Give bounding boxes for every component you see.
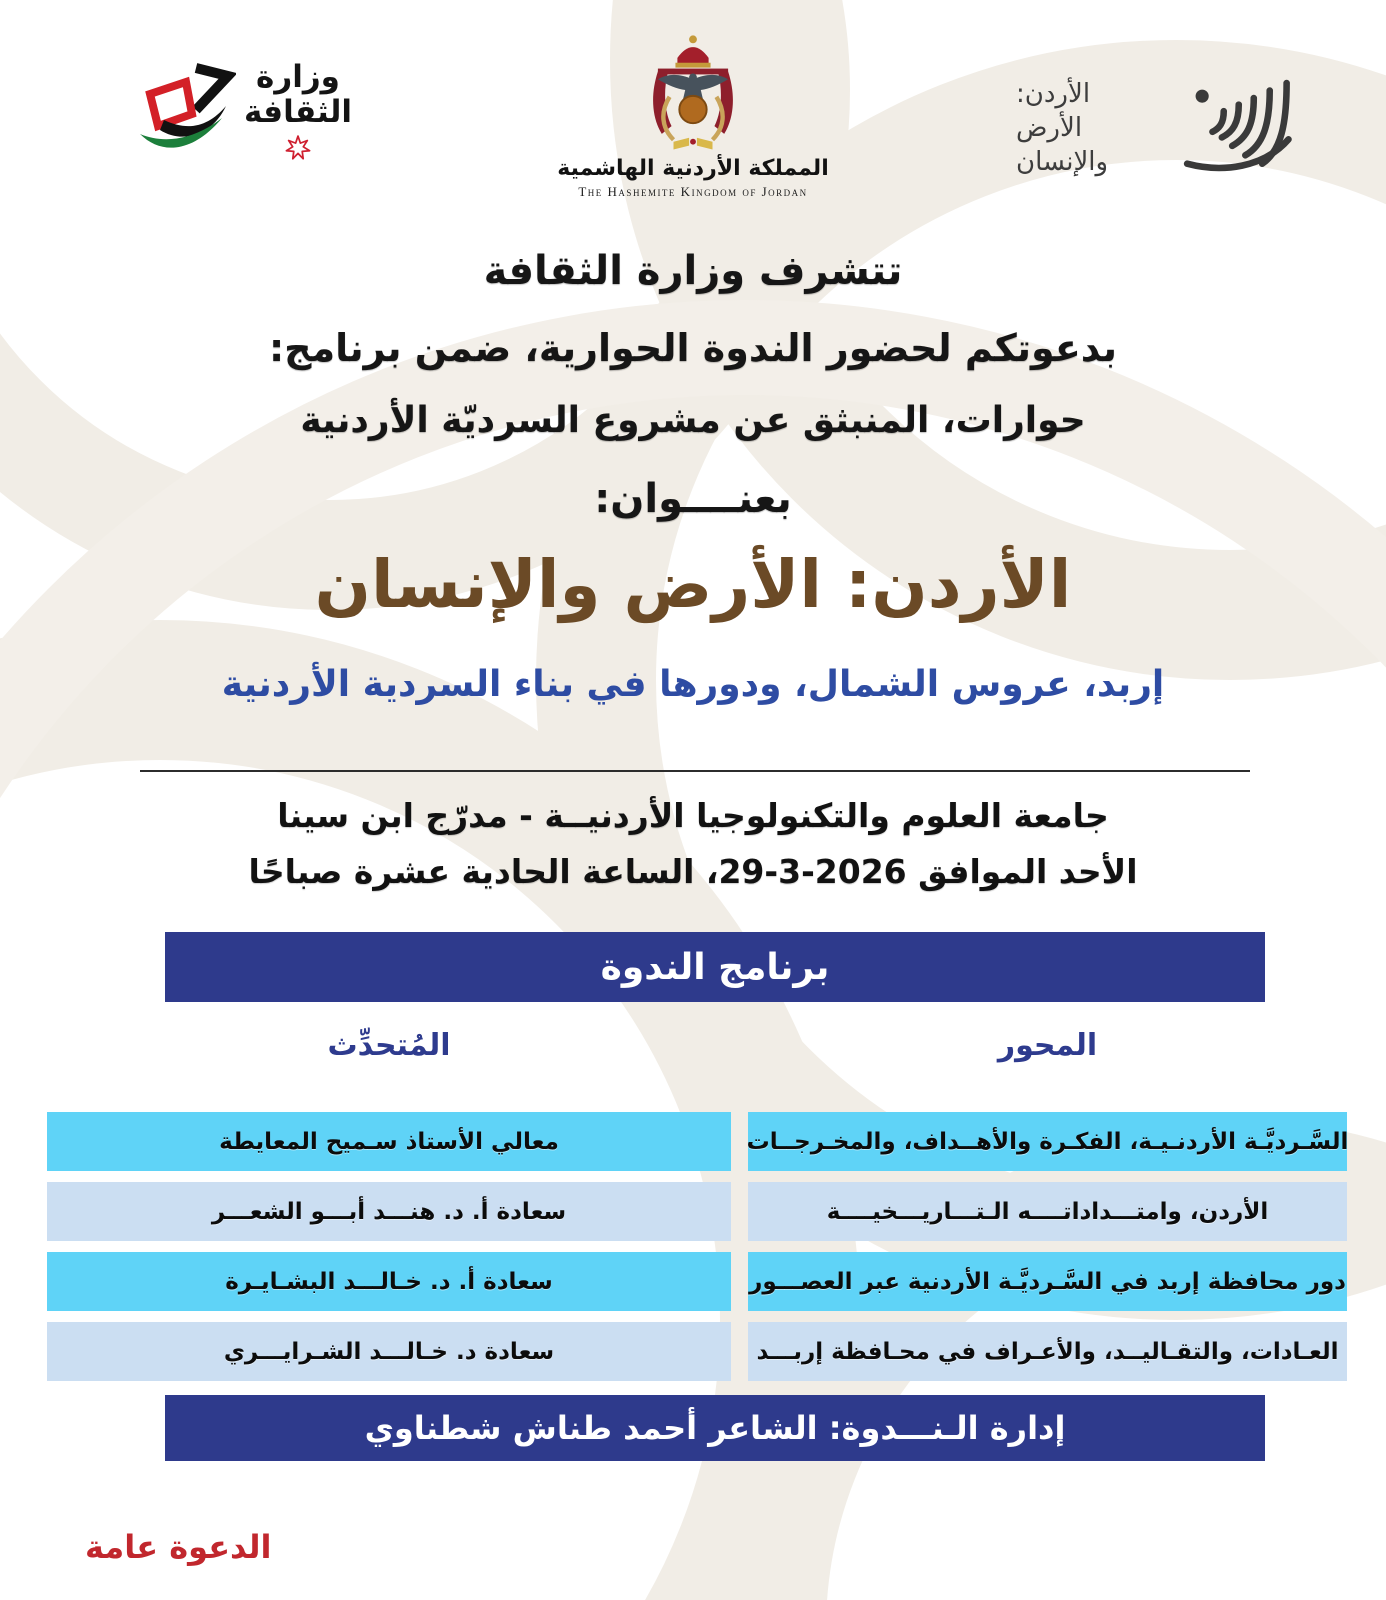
speaker-cell: سعادة د. خـالـــد الشـرايـــري — [47, 1322, 731, 1381]
speaker-cell: سعادة أ. د. خـالـــد البشـايـرة — [47, 1252, 731, 1311]
event-title: الأردن: الأرض والإنسان — [314, 546, 1072, 623]
speaker-cell: سعادة أ. د. هنـــد أبـــو الشعـــر — [47, 1182, 731, 1241]
program-column-headers — [47, 1028, 1347, 1074]
jordan-coat-of-arms — [543, 30, 843, 200]
intro-line-1: تتشرف وزارة الثقافة — [483, 248, 903, 294]
program-band-title: برنامج الندوة — [165, 932, 1265, 1002]
entitled-label: بعنــــوان: — [594, 476, 792, 522]
datetime-line: الأحد الموافق 2026-3-29، الساعة الحادية عشرة صباحًا — [248, 852, 1138, 891]
coat-of-arms-icon — [615, 30, 771, 152]
kingdom-name-arabic: المملكة الأردنية الهاشمية — [557, 156, 829, 181]
venue-line: جامعة العلوم والتكنولوجيا الأردنيــة - مدرّج ابن سينا — [277, 796, 1109, 835]
kingdom-name-english: The Hashemite Kingdom of Jordan — [578, 184, 808, 199]
brand-line2: الأرض والإنسان — [1016, 113, 1109, 177]
theme-cell: السَّـرديَّـة الأردنـيـة، الفكـرة والأهــداف، والمخـرجــات — [748, 1112, 1347, 1171]
theme-cell: الأردن، وامتـــداداتــــه الـتـــاريـــخيــــة — [748, 1182, 1347, 1241]
moderation-band: إدارة الـنـــدوة: الشاعر أحمد طناش شطناوي — [165, 1395, 1265, 1461]
brand-line1: الأردن: — [1016, 79, 1091, 110]
table-row — [47, 1182, 1347, 1241]
column-header-speaker: المُتحدِّث — [327, 1028, 451, 1063]
ministry-book-icon — [132, 60, 236, 160]
event-subtitle: إربد، عروس الشمال، ودورها في بناء السردية الأردنية — [221, 664, 1165, 705]
table-row — [47, 1252, 1347, 1311]
seven-pointed-star-icon — [285, 135, 311, 161]
intro-line-3: حوارات، المنبثق عن مشروع السرديّة الأردنية — [300, 400, 1086, 441]
speaker-cell: معالي الأستاذ سـميح المعايطة — [47, 1112, 731, 1171]
public-invitation-note: الدعوة عامة — [85, 1528, 272, 1566]
fingerprint-mark-icon — [1174, 76, 1296, 182]
table-row — [47, 1322, 1347, 1381]
theme-cell: العـادات، والتقـاليــد، والأعـراف في محـافظة إربـــد — [748, 1322, 1347, 1381]
program-table — [47, 1112, 1347, 1392]
ministry-name-line1: وزارة — [256, 59, 340, 95]
theme-cell: دور محافظة إربد في السَّـرديَّـة الأردنية عبر العصـــور — [748, 1252, 1347, 1311]
ministry-name-line2: الثقافة — [244, 93, 352, 130]
ministry-of-culture-logo — [132, 60, 352, 161]
divider-line — [140, 770, 1250, 772]
intro-line-2: بدعوتكم لحضور الندوة الحوارية، ضمن برنامج: — [268, 326, 1118, 370]
column-header-theme: المحور — [997, 1028, 1098, 1063]
jordan-land-and-human-logo — [1016, 76, 1296, 182]
table-row — [47, 1112, 1347, 1171]
